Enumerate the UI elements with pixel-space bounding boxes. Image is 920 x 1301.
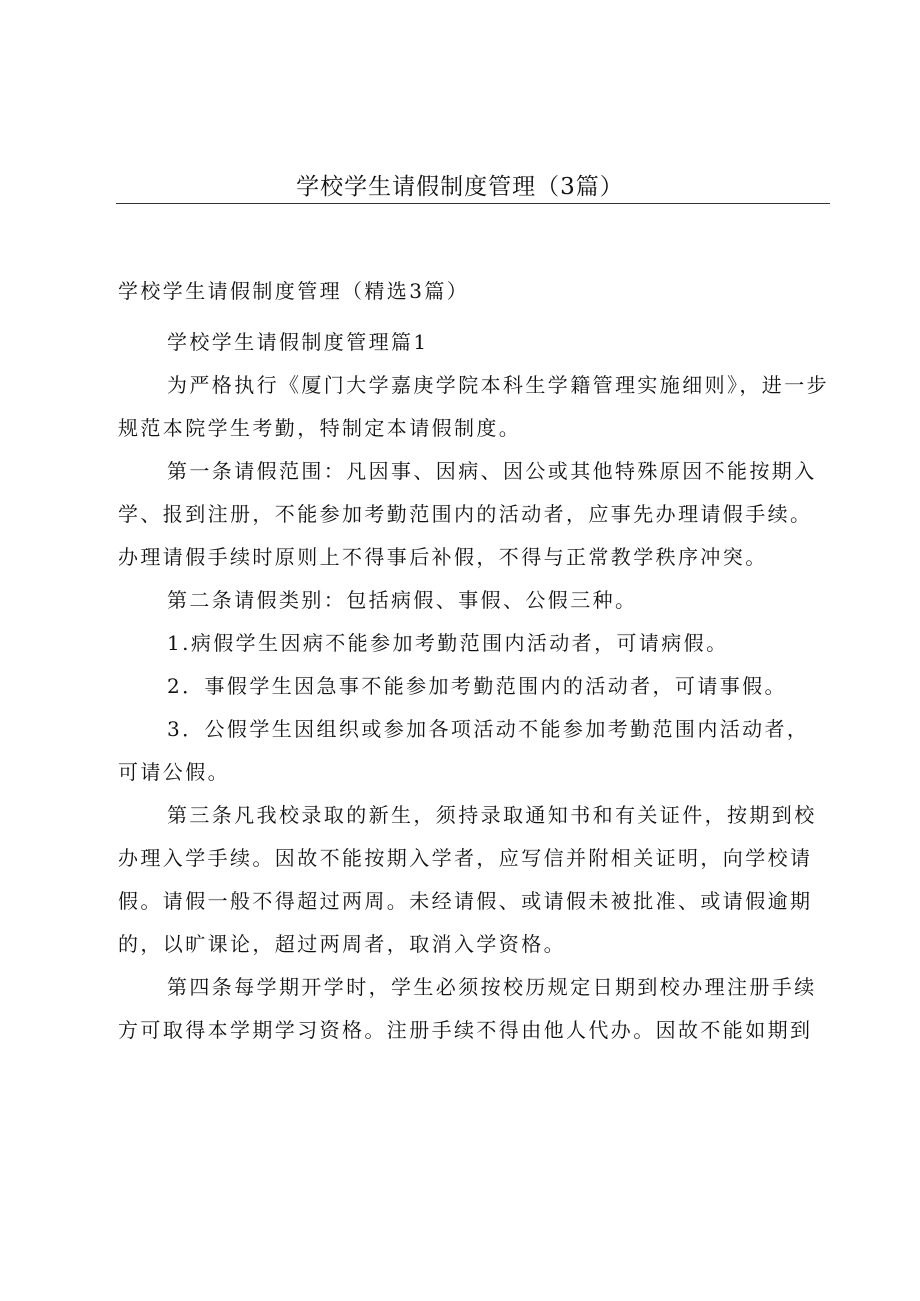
paragraph-sick-leave: 1.病假学生因病不能参加考勤范围内活动者，可请病假。 bbox=[167, 631, 729, 655]
paragraph-article-1: 第一条请假范围：凡因事、因病、因公或其他特殊原因不能按期入学、报到注册，不能参加考勤范围内的活动者，应事先办理请假手续。办理请假手续时原则上不得事后补假，不得与正常教学秩序冲突。 bbox=[118, 459, 817, 569]
header-divider bbox=[116, 203, 830, 204]
page-title: 学校学生请假制度管理（3篇） bbox=[296, 174, 624, 200]
document-subtitle: 学校学生请假制度管理（精选3篇） bbox=[118, 279, 470, 303]
section-heading: 学校学生请假制度管理篇1 bbox=[167, 330, 429, 354]
paragraph-article-4: 第四条每学期开学时，学生必须按校历规定日期到校办理注册手续方可取得本学期学习资格。注册手续不得由他人代办。因故不能如期到 bbox=[118, 975, 817, 1042]
paragraph-official-leave: 3．公假学生因组织或参加各项活动不能参加考勤范围内活动者，可请公假。 bbox=[118, 717, 810, 784]
paragraph-personal-leave: 2．事假学生因急事不能参加考勤范围内的活动者，可请事假。 bbox=[167, 674, 787, 698]
paragraph-article-3: 第三条凡我校录取的新生，须持录取通知书和有关证件，按期到校办理入学手续。因故不能按期入学者，应写信并附相关证明，向学校请假。请假一般不得超过两周。未经请假、或请假未被批准、或请假逾期的，以旷课论，超过两周者，取消入学资格。 bbox=[118, 803, 817, 956]
paragraph-article-2: 第二条请假类别：包括病假、事假、公假三种。 bbox=[167, 588, 638, 612]
document-body bbox=[118, 270, 830, 1052]
paragraph-intro: 为严格执行《厦门大学嘉庚学院本科生学籍管理实施细则》，进一步规范本院学生考勤，特制定本请假制度。 bbox=[118, 373, 829, 440]
